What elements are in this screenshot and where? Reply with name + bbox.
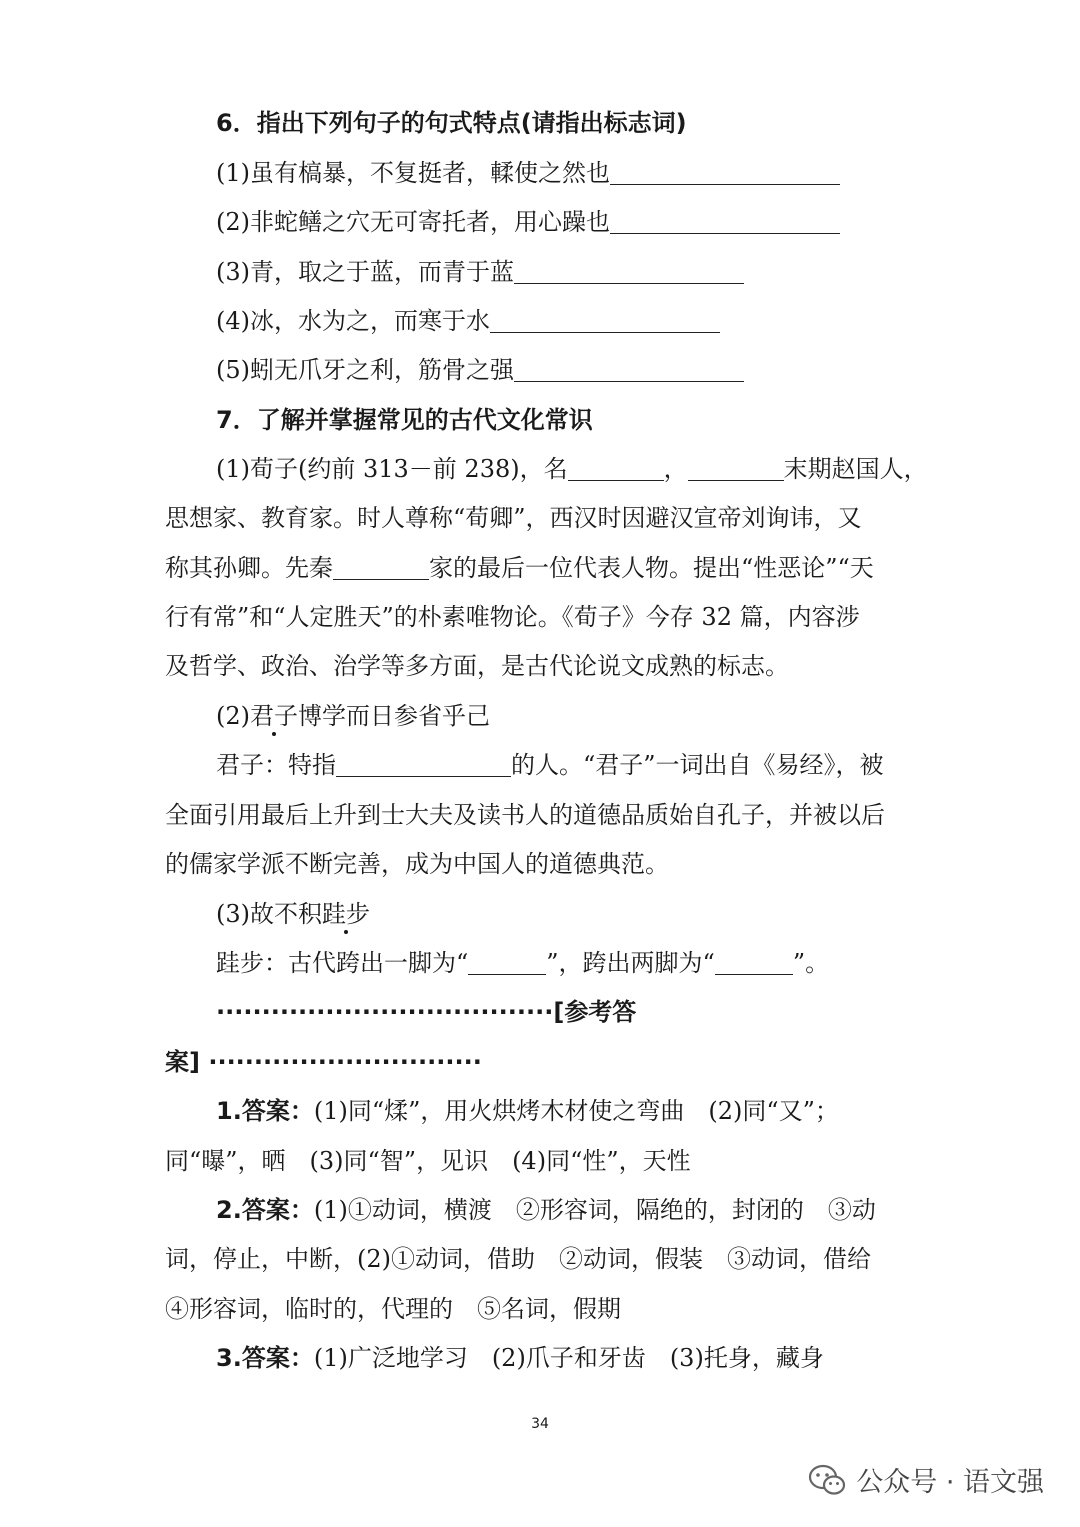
q7-p1-line4: 行有常”和“人定胜天”的朴素唯物论。《荀子》今存 32 篇，内容涉 [165, 603, 860, 631]
answer-blank[interactable] [688, 454, 784, 481]
q6-heading: 6．指出下列句子的句式特点(请指出标志词) [216, 109, 687, 137]
q6-item-2: (2)非蛇鳝之穴无可寄托者，用心躁也 [216, 205, 840, 239]
answer-2-line1: 2.答案：(1)①动词，横渡 ②形容词，隔绝的，封闭的 ③动 [216, 1196, 876, 1224]
q6-item-4: (4)冰，水为之，而寒于水 [216, 304, 720, 338]
answer-2-line3: ④形容词，临时的，代理的 ⑤名词，假期 [165, 1295, 621, 1323]
answer-blank[interactable] [715, 948, 793, 975]
answer-blank[interactable] [468, 948, 546, 975]
answer-blank[interactable] [568, 454, 664, 481]
q6-item-3: (3)青，取之于蓝，而青于蓝 [216, 255, 744, 289]
answers-header-line1 [216, 995, 636, 1029]
page-number: 34 [531, 1416, 549, 1432]
watermark-text: 公众号 · 语文强 [856, 1467, 1044, 1498]
answers-header-line2: 案] ······························ [165, 1048, 482, 1076]
answer-blank[interactable] [490, 306, 720, 333]
q7-p1-line1: (1)荀子(约前 313－前 238)，名 ， 末期赵国人， [216, 455, 928, 483]
q7-p1-line5: 及哲学、政治、治学等多方面，是古代论说文成熟的标志。 [165, 652, 789, 680]
dotted-leader: ····································· [216, 998, 554, 1026]
answer-1-line1: 1.答案：(1)同“煣”，用火烘烤木材使之弯曲 (2)同“又”； [216, 1097, 839, 1125]
answer-blank[interactable] [610, 207, 840, 234]
answers-label: [参考答 [553, 998, 637, 1026]
wechat-icon [808, 1464, 846, 1496]
dotted-leader: ······························ [208, 1048, 482, 1076]
q7-p3-title: (3)故不积跬步 [216, 900, 370, 928]
answer-3-line1: 3.答案：(1)广泛地学习 (2)爪子和牙齿 (3)托身，藏身 [216, 1344, 824, 1372]
q6-item-5: (5)蚓无爪牙之利，筋骨之强 [216, 353, 744, 387]
answer-blank[interactable] [514, 257, 744, 284]
q7-p2-def2: 全面引用最后上升到士大夫及读书人的道德品质始自孔子，并被以后 [165, 801, 885, 829]
answer-1-line2: 同“曝”，晒 (3)同“智”，见识 (4)同“性”，天性 [165, 1147, 691, 1175]
answer-2-line2: 词，停止，中断，(2)①动词，借助 ②动词，假装 ③动词，借给 [165, 1245, 871, 1273]
answer-blank[interactable] [333, 553, 429, 580]
q7-heading: 7．了解并掌握常见的古代文化常识 [216, 406, 593, 434]
emphasized-term: 跬步 [322, 900, 370, 928]
answer-blank[interactable] [336, 750, 511, 777]
q7-p3-def: 跬步：古代跨出一脚为“ ”，跨出两脚为“ ”。 [216, 949, 830, 977]
q6-item-1: (1)虽有槁暴，不复挺者，輮使之然也 [216, 156, 840, 190]
answer-blank[interactable] [514, 355, 744, 382]
q7-p1-line3: 称其孙卿。先秦 家的最后一位代表人物。提出“性恶论”“天 [165, 554, 874, 582]
answer-blank[interactable] [610, 158, 840, 185]
q7-p2-def1: 君子：特指 的人。“君子”一词出自《易经》，被 [216, 751, 884, 779]
q7-p2-title: (2)君子博学而日参省乎己 [216, 702, 490, 730]
q7-p2-def3: 的儒家学派不断完善，成为中国人的道德典范。 [165, 850, 669, 878]
emphasized-term: 君子 [250, 702, 298, 730]
q7-p1-line2: 思想家、教育家。时人尊称“荀卿”，西汉时因避汉宣帝刘询讳，又 [165, 504, 862, 532]
watermark [808, 1460, 1044, 1499]
